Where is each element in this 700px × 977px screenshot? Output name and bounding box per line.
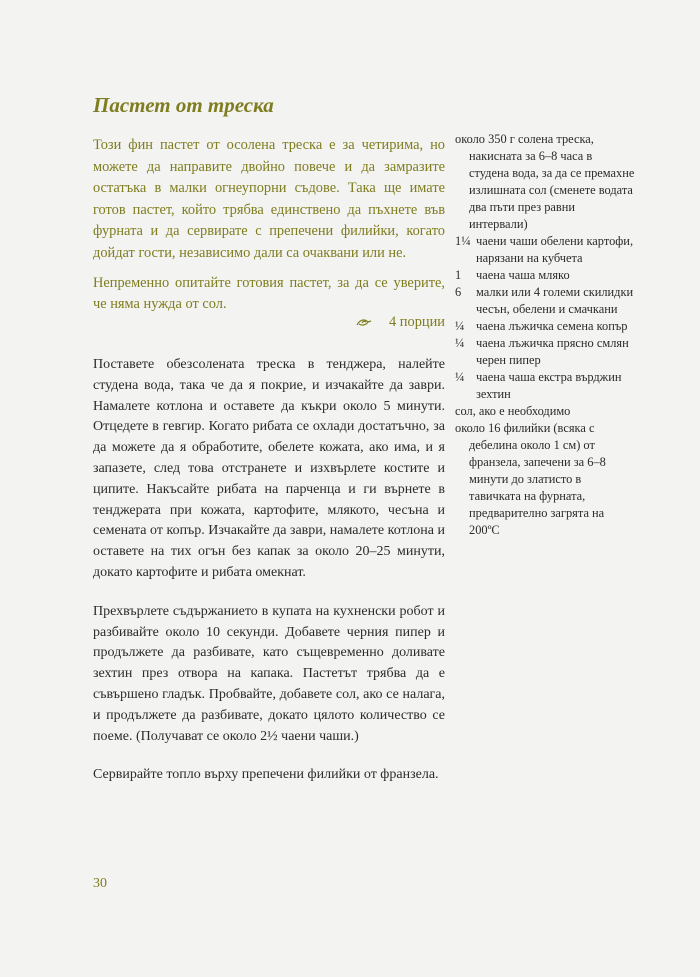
page-number: 30 <box>93 876 107 891</box>
ingredient-text: малки или 4 големи скилидки чесън, обелени и смачкани <box>476 285 634 316</box>
ingredient-quantity: ¼ <box>455 336 465 350</box>
instruction-paragraph: Сервирайте топло върху препечени филийки от франзела. <box>93 767 439 783</box>
recipe-instructions <box>93 355 445 804</box>
ingredient-item <box>455 403 635 420</box>
instruction-paragraph: Поставете обезсолената треска в тенджера, налейте студена вода, така че да я покрие, и изчакайте да заври. Намалете котлона и оставете да къкри около 5 минути. Отцедете в гевгир. Когато рибата се охлади достатъчно, за да можете да я обработите, обелете кожата, ако има, и я запазете, след това отстранете и изхвърлете костите и ципите. Накъсайте рибата на парченца и ги върнете в тенджерата при кожата, картофите, млякото, чесъна и семената от копър. Изчакайте да заври, намалете котлона и оставете на тих огън без капак за около 20–25 минути, докато картофите и рибата омекнат. <box>93 357 445 580</box>
ingredient-item <box>455 318 635 335</box>
ingredient-item <box>455 267 635 284</box>
ingredient-item <box>455 131 635 233</box>
instruction-paragraph: Прехвърлете съдържанието в купата на кухненски робот и разбивайте около 10 секунди. Добавете черния пипер и продължете да разбивате, като същевременно доливате зехтин през отвора на капака. Пастетът трябва да е съвършено гладък. Пробвайте, добавете сол, ако се налага, и продължете да разбивате, докато цялото количество се поеме. (Получават се около 2½ чаени чаши.) <box>93 603 445 744</box>
ingredient-list <box>455 131 635 539</box>
intro-paragraph: Непременно опитайте готовия пастет, за да се уверите, че няма нужда от сол. <box>93 274 445 313</box>
ingredient-item <box>455 335 635 369</box>
ingredient-text: сол, ако е необходимо <box>455 404 571 418</box>
ingredient-item <box>455 284 635 318</box>
ingredient-quantity: 1¼ <box>455 234 471 248</box>
ingredient-text: чаена чаша мляко <box>476 268 570 282</box>
ingredient-quantity: ¼ <box>455 370 465 384</box>
ingredient-item <box>455 369 635 403</box>
ingredient-quantity: 6 <box>455 285 462 299</box>
servings-line <box>340 314 445 331</box>
leaf-ornament-icon <box>356 315 376 330</box>
ingredient-quantity: 1 <box>455 268 462 282</box>
ingredient-text: около 16 филийки (всяка с дебелина около 1 см) от франзела, запечени за 6–8 минути до златисто в тавичката на фурната, предварително загрята на 200ºC <box>455 421 606 537</box>
servings-count: 4 порции <box>389 314 445 330</box>
ingredient-text: чаени чаши обелени картофи, нарязани на кубчета <box>476 234 634 265</box>
recipe-intro <box>93 135 445 324</box>
intro-paragraph: Този фин пастет от осолена треска е за четирима, но можете да направите двойно повече и да замразите остатъка в малки огнеупорни съдове. Така ще имате готов пастет, който трябва единствено да пъхнете във фурната и да сервирате с препечени филийки, когато дойдат гости, независимо дали са очаквани или не. <box>93 137 445 261</box>
recipe-title: Пастет от треска <box>93 93 274 117</box>
ingredient-quantity: ¼ <box>455 319 465 333</box>
ingredient-text: чаена лъжичка семена копър <box>476 319 628 333</box>
ingredient-item <box>455 420 635 539</box>
ingredient-text: чаена чаша екстра върджин зехтин <box>476 370 622 401</box>
ingredient-text: чаена лъжичка прясно смлян черен пипер <box>476 336 629 367</box>
ingredient-item <box>455 233 635 267</box>
ingredient-text: около 350 г солена треска, накисната за 6–8 часа в студена вода, за да се премахне излишната сол (сменете водата два пъти през равни интервали) <box>455 132 635 231</box>
